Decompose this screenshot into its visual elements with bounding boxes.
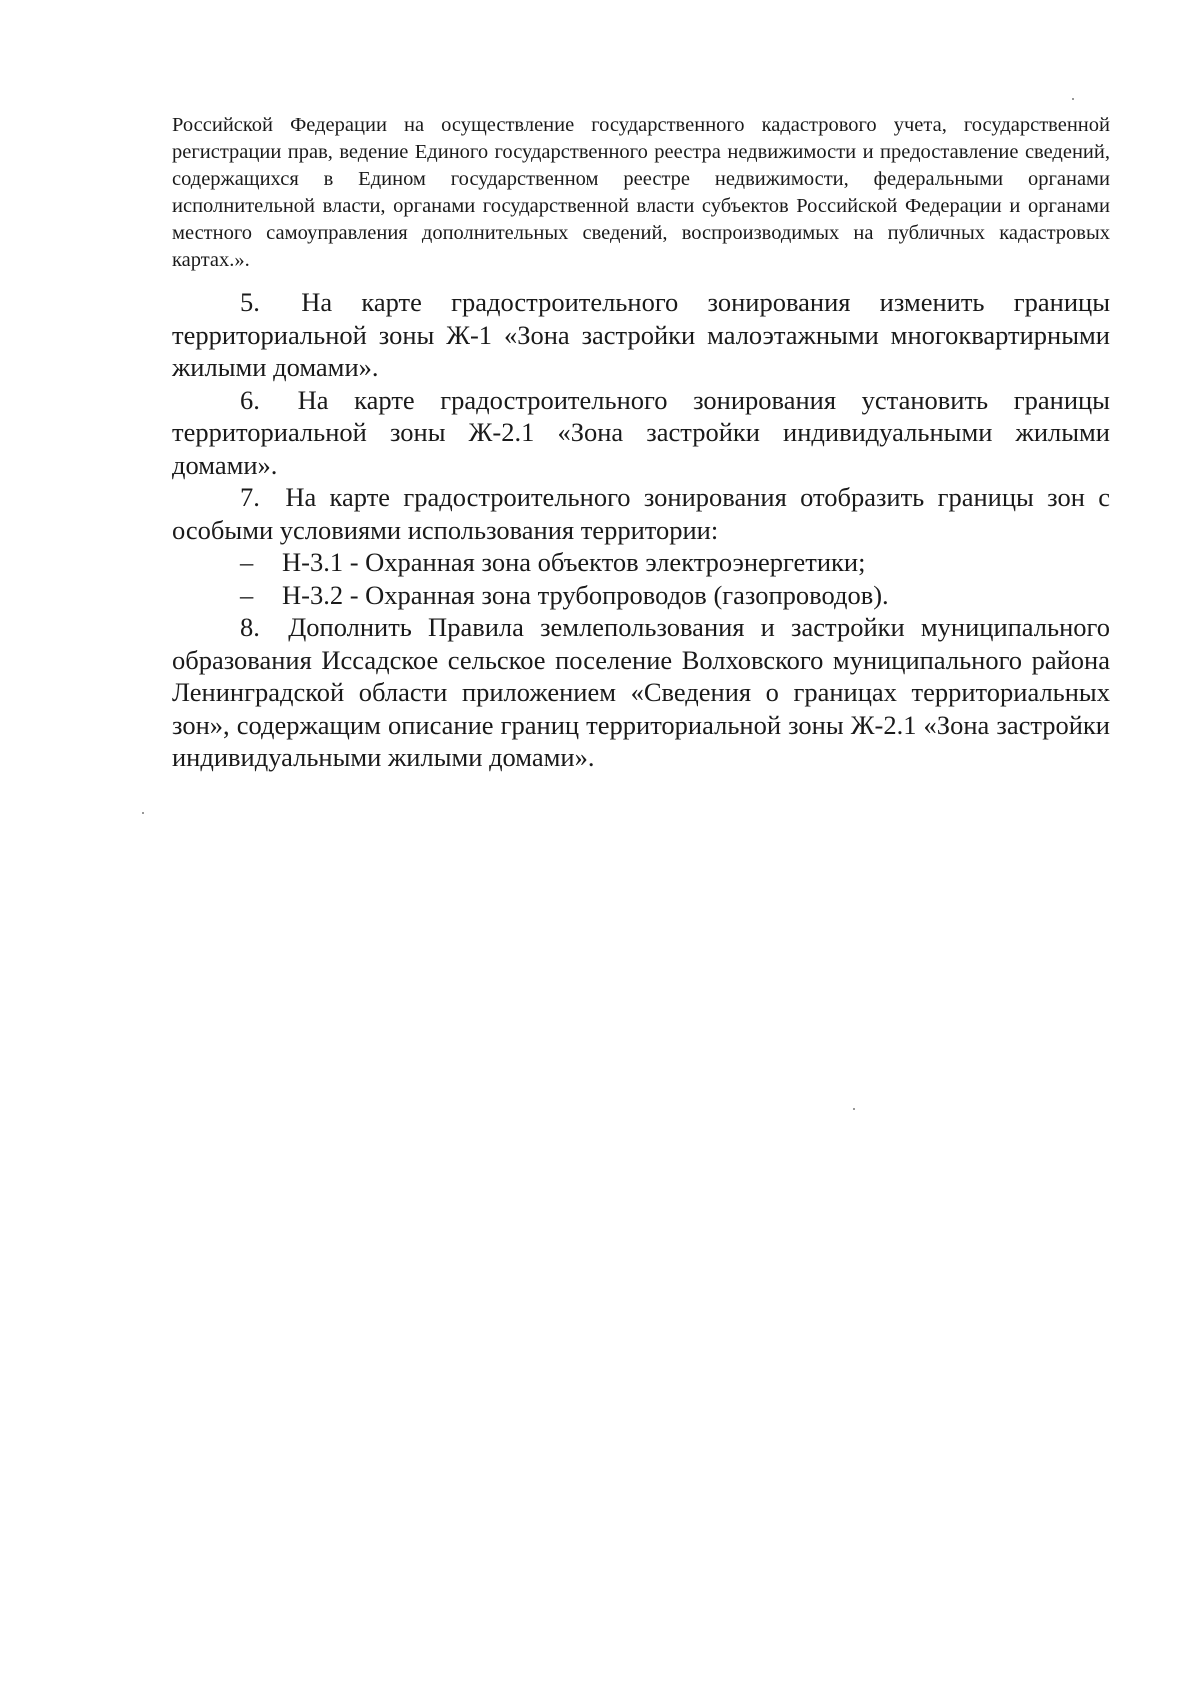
- item-7-number: 7.: [240, 482, 260, 512]
- item-5-paragraph: [172, 286, 1110, 384]
- list-item: [172, 546, 1110, 579]
- scan-speck: [142, 812, 144, 814]
- list-item-text: Н-3.2 - Охранная зона трубопроводов (газопроводов).: [282, 579, 889, 610]
- item-7-text: На карте градостроительного зонирования отобразить границы зон с особыми условиями использования территории:: [172, 482, 1110, 545]
- item-5-number: 5.: [240, 287, 260, 317]
- dash-marker: –: [240, 547, 254, 577]
- scan-speck: [1072, 98, 1074, 100]
- intro-paragraph: Российской Федерации на осуществление государственного кадастрового учета, государственной регистрации прав, ведение Единого государственного реестра недвижимости и предоставление сведений, содержащихся в Едином государственном реестре недвижимости, федеральными органами исполнительной власти, органами государственной власти субъектов Российской Федерации и органами местного самоуправления дополнительных сведений, воспроизводимых на публичных кадастровых картах.».: [172, 114, 1110, 271]
- document-body: [172, 112, 1110, 774]
- dash-marker: –: [240, 579, 254, 610]
- item-8-number: 8.: [240, 612, 260, 642]
- list-item: [172, 579, 1110, 612]
- item-6-number: 6.: [240, 384, 260, 415]
- list-item-text: Н-3.1 - Охранная зона объектов электроэнергетики;: [282, 547, 866, 577]
- scan-speck: [853, 1108, 855, 1110]
- item-8-paragraph: [172, 611, 1110, 774]
- item-8-text: Дополнить Правила землепользования и застройки муниципального образования Иссадское сельское поселение Волховского муниципального района Ленинградской области приложением «Сведения о границах территориальных зон», содержащим описание границ территориальной зоны Ж-2.1 «Зона застройки индивидуальными жилыми домами».: [172, 612, 1111, 772]
- item-5-text: На карте градостроительного зонирования изменить границы территориальной зоны Ж-1 «Зона застройки малоэтажными многоквартирными жилыми домами».: [172, 287, 1110, 382]
- item-6-paragraph: [172, 384, 1110, 482]
- item-6-text: На карте градостроительного зонирования установить границы территориальной зоны Ж-2.1 «Зона застройки индивидуальными жилыми домами».: [172, 384, 1110, 480]
- item-7-paragraph: [172, 481, 1110, 546]
